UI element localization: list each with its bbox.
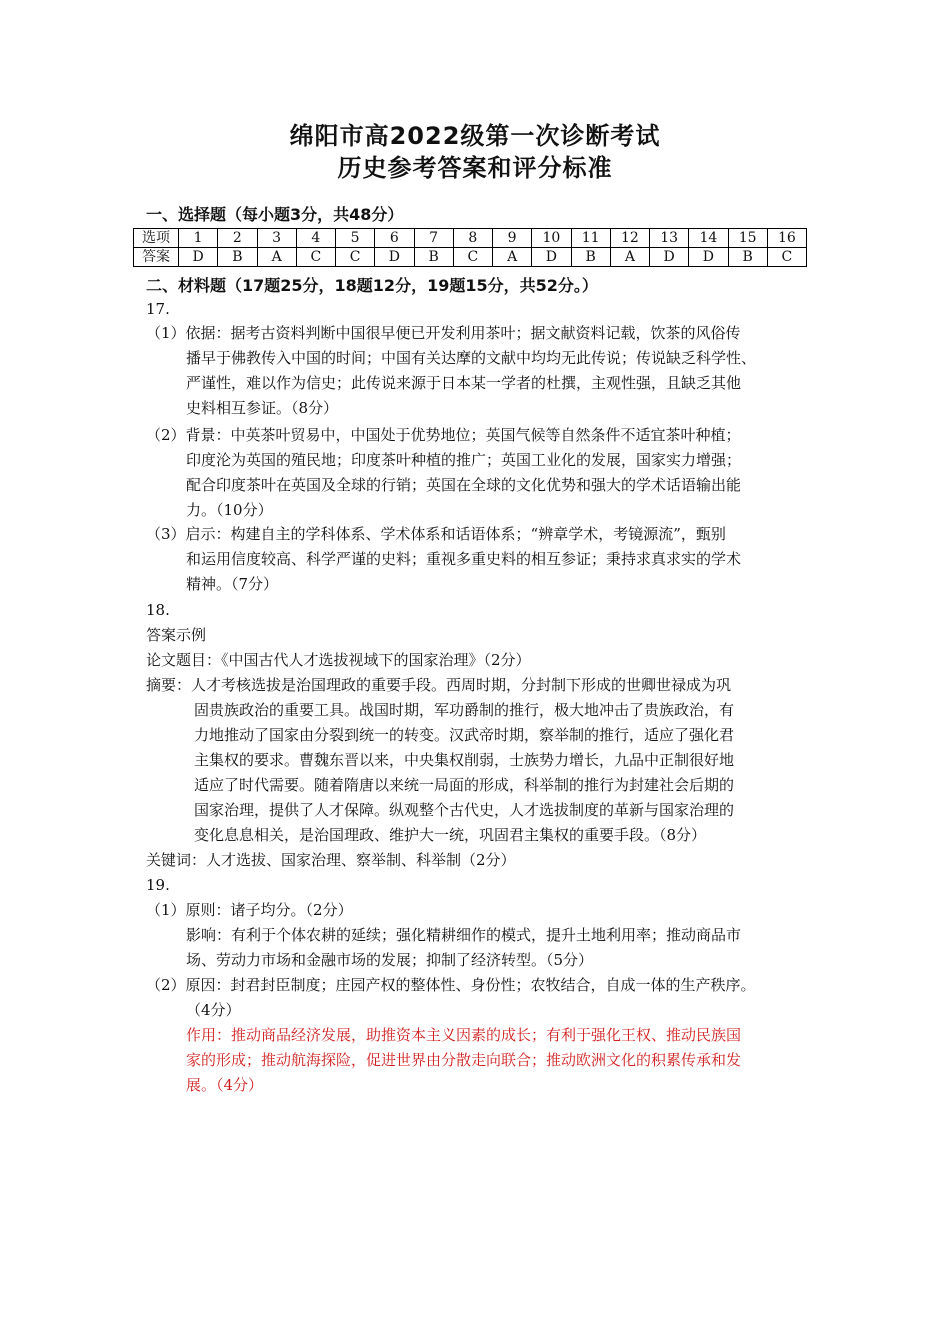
q17-part3-line: 精神。（7分）: [186, 575, 279, 593]
answer-cell: C: [767, 248, 806, 267]
question-number: 8: [453, 229, 492, 248]
answer-table: [133, 228, 807, 267]
answer-cell: D: [689, 248, 728, 267]
q17-part2-line: 印度沦为英国的殖民地；印度茶叶种植的推广；英国工业化的发展，国家实力增强；: [186, 451, 742, 469]
q19-part1-impact-line: 影响：有利于个体农耕的延续；强化精耕细作的模式，提升土地利用率；推动商品市: [186, 926, 742, 944]
question-number: 5: [336, 229, 375, 248]
answer-cell: B: [414, 248, 453, 267]
row-label-options: 选项: [134, 229, 179, 248]
question-number: 14: [689, 229, 728, 248]
q19-part1-impact-line: 场、劳动力市场和金融市场的发展；抑制了经济转型。（5分）: [186, 951, 594, 969]
answer-cell: B: [728, 248, 767, 267]
answer-cell: B: [571, 248, 610, 267]
abstract-line: 主集权的要求。曹魏东晋以来，中央集权削弱，士族势力增长，九品中正制很好地: [194, 751, 735, 769]
document-title: 绵阳市高2022级第一次诊断考试: [289, 122, 661, 150]
answer-cell: A: [493, 248, 532, 267]
q19-part2-effect-line: 展。（4分）: [186, 1076, 264, 1094]
answer-cell: D: [179, 248, 218, 267]
answer-example-label: 答案示例: [146, 626, 207, 644]
question-number: 13: [650, 229, 689, 248]
q19-part2-effect-line: 家的形成；推动航海探险，促进世界由分散走向联合；推动欧洲文化的积累传承和发: [186, 1051, 742, 1069]
abstract-line: 变化息息相关，是治国理政、维护大一统，巩固君主集权的重要手段。（8分）: [194, 826, 707, 844]
abstract-line: 摘要：人才考核选拔是治国理政的重要手段。西周时期，分封制下形成的世卿世禄成为巩: [146, 676, 732, 694]
q17-part3-line: 和运用信度较高、科学严谨的史料；重视多重史料的相互参证；秉持求真求实的学术: [186, 550, 742, 568]
question-number: 1: [179, 229, 218, 248]
q19-part2-reason-line: （4分）: [186, 1001, 241, 1019]
answer-cell: A: [610, 248, 649, 267]
q17-part1-line: （1）依据：据考古资料判断中国很早便已开发利用茶叶；据文献资料记载，饮茶的风俗传: [146, 324, 741, 342]
answer-cell: C: [453, 248, 492, 267]
answer-cell: A: [257, 248, 296, 267]
abstract-line: 适应了时代需要。随着隋唐以来统一局面的形成，科举制的推行为封建社会后期的: [194, 776, 735, 794]
q17-part3-line: （3）启示：构建自主的学科体系、学术体系和话语体系；“辨章学术，考镜源流”，甄别: [146, 525, 726, 543]
q17-part1-line: 严谨性，难以作为信史；此传说来源于日本某一学者的杜撰，主观性强，且缺乏其他: [186, 374, 742, 392]
abstract-line: 力地推动了国家由分裂到统一的转变。汉武帝时期，察举制的推行，适应了强化君: [194, 726, 735, 744]
q19-part2-reason-line: （2）原因：封君封臣制度；庄园产权的整体性、身份性；农牧结合，自成一体的生产秩序。: [146, 976, 756, 994]
q17-part2-line: 力。（10分）: [186, 501, 273, 519]
question-number: 2: [218, 229, 257, 248]
q19-part1-principle: （1）原则：诸子均分。（2分）: [146, 901, 353, 919]
answer-cell: C: [336, 248, 375, 267]
q17-part1-line: 史料相互参证。（8分）: [186, 399, 339, 417]
question-number: 12: [610, 229, 649, 248]
question-number-18: 18.: [146, 601, 170, 619]
q17-part1-line: 播早于佛教传入中国的时间；中国有关达摩的文献中均均无此传说；传说缺乏科学性、: [186, 349, 757, 367]
abstract-line: 固贵族政治的重要工具。战国时期，军功爵制的推行，极大地冲击了贵族政治，有: [194, 701, 735, 719]
answer-cell: D: [375, 248, 414, 267]
table-row-numbers: [134, 229, 807, 248]
keywords: 关键词：人才选拔、国家治理、察举制、科举制（2分）: [146, 851, 516, 869]
section-material-heading: 二、材料题（17题25分，18题12分，19题15分，共52分。）: [146, 276, 598, 295]
question-number: 9: [493, 229, 532, 248]
answer-cell: D: [650, 248, 689, 267]
question-number: 4: [296, 229, 335, 248]
question-number: 10: [532, 229, 571, 248]
question-number: 15: [728, 229, 767, 248]
answer-cell: D: [532, 248, 571, 267]
document-subtitle: 历史参考答案和评分标准: [337, 154, 613, 182]
section-choice-heading: 一、选择题（每小题3分，共48分）: [146, 205, 404, 224]
q17-part2-line: 配合印度茶叶在英国及全球的行销；英国在全球的文化优势和强大的学术话语输出能: [186, 476, 742, 494]
answer-cell: C: [296, 248, 335, 267]
q17-part2-line: （2）背景：中英茶叶贸易中，中国处于优势地位；英国气候等自然条件不适宜茶叶种植；: [146, 426, 741, 444]
question-number-17: 17.: [146, 300, 170, 318]
question-number: 11: [571, 229, 610, 248]
abstract-line: 国家治理，提供了人才保障。纵观整个古代史，人才选拔制度的革新与国家治理的: [194, 801, 735, 819]
question-number: 16: [767, 229, 806, 248]
question-number-19: 19.: [146, 876, 170, 894]
question-number: 3: [257, 229, 296, 248]
answer-cell: B: [218, 248, 257, 267]
question-number: 7: [414, 229, 453, 248]
row-label-answers: 答案: [134, 248, 179, 267]
table-row-answers: [134, 248, 807, 267]
q19-part2-effect-line: 作用：推动商品经济发展，助推资本主义因素的成长；有利于强化王权、推动民族国: [186, 1026, 742, 1044]
paper-topic: 论文题目：《中国古代人才选拔视域下的国家治理》（2分）: [146, 651, 531, 669]
question-number: 6: [375, 229, 414, 248]
